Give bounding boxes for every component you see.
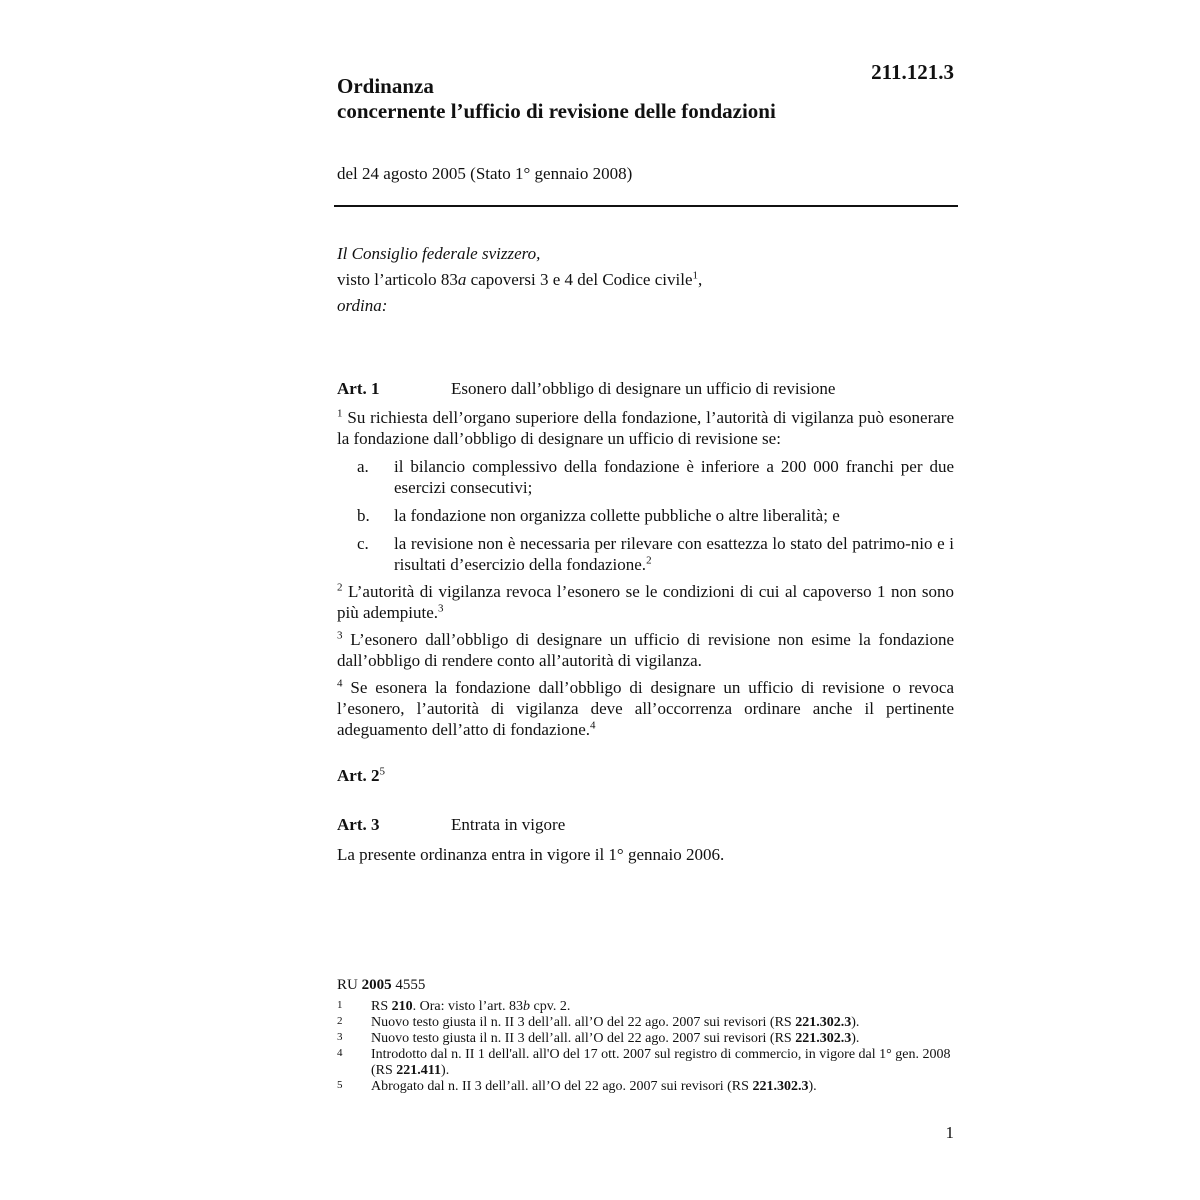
visto-line: visto l’articolo 83a capoversi 3 e 4 del Codice civile$^1$, (337, 269, 703, 289)
art3-text: La presente ordinanza entra in vigore il 1° gennaio 2006. (337, 845, 725, 864)
footnote-4: 4 Introdotto dal n. II 1 dell'all. all'O del 17 ott. 2007 sul registro di commercio, in vigore dal 1° gen. 2008 (RS 221.411). (337, 1047, 951, 1078)
art2-number: Art. 2 (337, 766, 380, 785)
sr-number: 211.121.3 (871, 60, 954, 84)
list-item-c: c. la revisione non è necessaria per rilevare con esattezza lo stato del patrimo-nio e i risultati d’esercizio della fondazione.$^2$ (357, 534, 954, 574)
paragraph-number: 4 (337, 677, 343, 690)
art1-paragraph-3: $^3$ L’esonero dall’obbligo di designare un ufficio di revisione non esime la fondazione dall’obbligo di rendere conto all’autorità di vigilanza. (337, 629, 955, 670)
date-line: del 24 agosto 2005 (Stato 1° gennaio 2008) (337, 164, 633, 183)
footnote-ref: 2 (646, 554, 652, 567)
art1-paragraph-1: $^1$ Su richiesta dell’organo superiore della fondazione, l’autorità di vigilanza può esonerare la fondazione dall’obbligo di designare un ufficio di revisione se: (337, 407, 954, 448)
title-line-1: Ordinanza (337, 74, 434, 98)
preamble (337, 241, 702, 319)
header-divider (334, 205, 958, 207)
art3-number: Art. 3 (337, 815, 380, 834)
paragraph-number: 3 (337, 629, 343, 642)
footnote-1: 1 RS 210. Ora: visto l’art. 83b cpv. 2. (337, 999, 571, 1014)
art1-heading (337, 379, 835, 399)
footnote-3: 3 Nuovo testo giusta il n. II 3 dell’all. all’O del 22 ago. 2007 sui revisori (RS 221.302.3). (337, 1031, 860, 1046)
page-number: 1 (945, 1123, 954, 1142)
authority: Il Consiglio federale svizzero, (337, 244, 541, 263)
footnote-2: 2 Nuovo testo giusta il n. II 3 dell’all. all’O del 22 ago. 2007 sui revisori (RS 221.302.3). (337, 1015, 860, 1030)
paragraph-number: 2 (337, 581, 343, 594)
footnote-ref: 4 (590, 719, 596, 732)
list-item-a: a. il bilancio complessivo della fondazione è inferiore a 200 000 franchi per due esercizi consecutivi; (357, 457, 954, 497)
title-line-2: concernente l’ufficio di revisione delle fondazioni (337, 99, 776, 123)
art1-number: Art. 1 (337, 379, 380, 398)
footnote-ref: 1 (692, 269, 698, 282)
art2-heading (337, 766, 385, 786)
paragraph-number: 1 (337, 407, 343, 420)
ru-reference: RU 2005 4555 (337, 977, 426, 993)
footnotes (337, 999, 957, 1095)
art1-title: Esonero dall’obbligo di designare un ufficio di revisione (451, 379, 836, 398)
list-item-b: b. la fondazione non organizza collette pubbliche o altre liberalità; e (357, 506, 840, 525)
art1-paragraph-2: $^2$ L’autorità di vigilanza revoca l’esonero se le condizioni di cui al capoverso 1 non sono più adempiute.$^3$ (337, 581, 954, 622)
footnote-ref: 3 (438, 602, 444, 615)
footnote-5: 5 Abrogato dal n. II 3 dell’all. all’O del 22 ago. 2007 sui revisori (RS 221.302.3). (337, 1079, 817, 1094)
document-title (337, 74, 776, 124)
art1-paragraph-4: $^4$ Se esonera la fondazione dall’obbligo di designare un ufficio di revisione o revoca l’esonero, l’autorità di vigilanza deve all’occorrenza ordinare anche il pertinente adeguamento dell’atto di fondazione.$^4$ (337, 677, 955, 739)
footnote-ref: 5 (379, 765, 385, 778)
ordina: ordina: (337, 296, 388, 315)
art3-title: Entrata in vigore (451, 815, 566, 834)
art3-heading (337, 815, 565, 835)
